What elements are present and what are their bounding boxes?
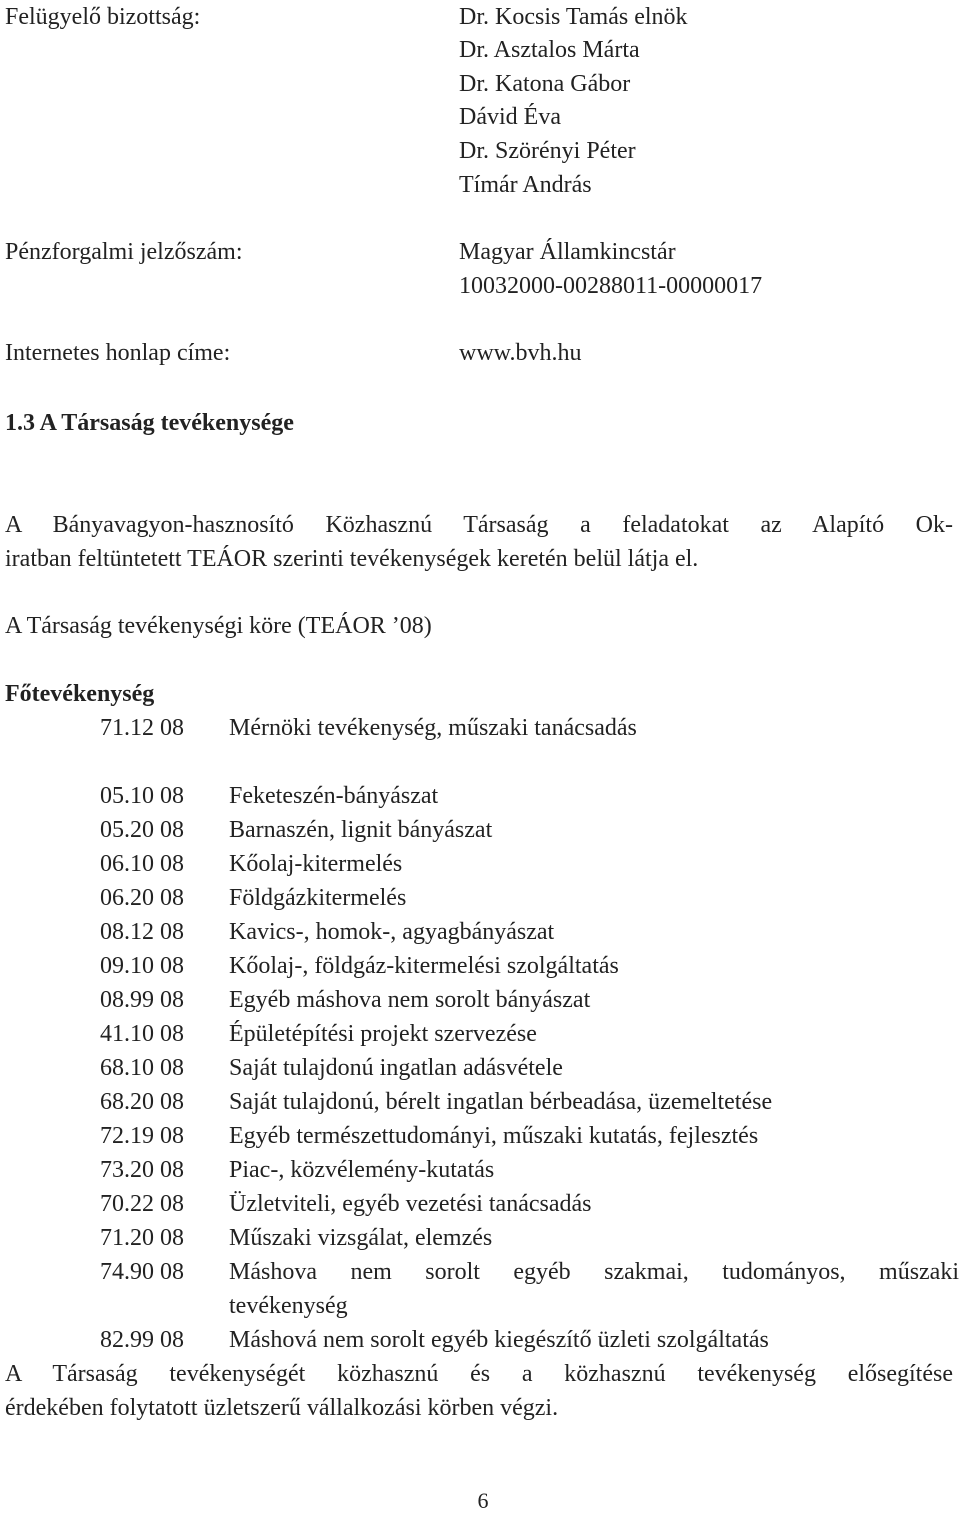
closing-line-2: érdekében folytatott üzletszerű vállalkozási körben végzi.: [5, 1395, 559, 1421]
account-bank: Magyar Államkincstár: [459, 239, 676, 265]
activity-desc: Kőolaj-kitermelés: [229, 851, 403, 877]
account-number: 10032000-00288011-00000017: [459, 273, 763, 299]
activity-desc: Barnaszén, lignit bányászat: [229, 817, 493, 843]
activity-desc: Piac-, közvélemény-kutatás: [229, 1157, 495, 1183]
activity-code: 05.20 08: [100, 817, 184, 843]
activity-code: 71.20 08: [100, 1225, 184, 1251]
activity-desc: Kavics-, homok-, agyagbányászat: [229, 919, 555, 945]
activity-desc: Földgázkitermelés: [229, 885, 407, 911]
activity-code: 06.10 08: [100, 851, 184, 877]
activity-desc: Saját tulajdonú ingatlan adásvétele: [229, 1055, 563, 1081]
activity-desc: Feketeszén-bányászat: [229, 783, 439, 809]
activity-row: [0, 983, 960, 1017]
board-member: Tímár András: [459, 172, 592, 198]
activity-desc: Kőolaj-, földgáz-kitermelési szolgáltatás: [229, 953, 619, 979]
account-label: Pénzforgalmi jelzőszám:: [5, 239, 243, 265]
activity-desc: Máshová nem sorolt egyéb kiegészítő üzleti szolgáltatás: [229, 1327, 769, 1353]
page-number: 6: [477, 1488, 489, 1513]
activity-code: 72.19 08: [100, 1123, 184, 1149]
activity-row: [0, 915, 960, 949]
activity-desc: tevékenység: [229, 1293, 348, 1319]
activity-row: [0, 847, 960, 881]
activity-row: [0, 1255, 960, 1289]
activity-row: [0, 1187, 960, 1221]
board-member: Dr. Asztalos Márta: [459, 37, 640, 63]
activity-row: [0, 813, 960, 847]
activity-row: [0, 1323, 960, 1357]
activity-code: 09.10 08: [100, 953, 184, 979]
activity-code: 68.20 08: [100, 1089, 184, 1115]
activity-code: 82.99 08: [100, 1327, 184, 1353]
activity-code: 08.99 08: [100, 987, 184, 1013]
activity-row: [0, 1017, 960, 1051]
activity-row: [0, 779, 960, 813]
scope-title: A Társaság tevékenységi köre (TEÁOR ’08): [5, 613, 432, 639]
section-heading: 1.3 A Társaság tevékenysége: [5, 410, 294, 436]
board-member: Dr. Szörényi Péter: [459, 138, 636, 164]
website-label: Internetes honlap címe:: [5, 340, 231, 366]
activity-desc: Egyéb máshova nem sorolt bányászat: [229, 987, 591, 1013]
activity-row-continuation: [0, 1289, 960, 1323]
activity-row: [0, 1221, 960, 1255]
activity-code: 73.20 08: [100, 1157, 184, 1183]
activity-code: 06.20 08: [100, 885, 184, 911]
activity-desc: Épületépítési projekt szervezése: [229, 1021, 537, 1047]
activity-desc: Üzletviteli, egyéb vezetési tanácsadás: [229, 1191, 592, 1217]
activity-desc: Műszaki vizsgálat, elemzés: [229, 1225, 493, 1251]
main-activity-row: [0, 711, 960, 745]
activity-row: [0, 949, 960, 983]
activity-row: [0, 1085, 960, 1119]
activity-row: [0, 1153, 960, 1187]
board-label: Felügyelő bizottság:: [5, 4, 201, 30]
activity-code: 71.12 08: [100, 715, 184, 741]
activity-desc: Mérnöki tevékenység, műszaki tanácsadás: [229, 715, 637, 741]
board-member: Dr. Kocsis Tamás elnök: [459, 4, 688, 30]
activity-code: 05.10 08: [100, 783, 184, 809]
intro-line-1: A Bányavagyon-hasznosító Közhasznú Társaság a feladatokat az Alapító Ok-: [5, 512, 953, 538]
activity-desc: Egyéb természettudományi, műszaki kutatás, fejlesztés: [229, 1123, 759, 1149]
activity-code: 68.10 08: [100, 1055, 184, 1081]
closing-line-1: A Társaság tevékenységét közhasznú és a közhasznú tevékenység elősegítése: [5, 1361, 953, 1387]
activity-row: [0, 1051, 960, 1085]
website-url: www.bvh.hu: [459, 340, 582, 366]
activity-desc: Saját tulajdonú, bérelt ingatlan bérbeadása, üzemeltetése: [229, 1089, 773, 1115]
main-activity-label: Főtevékenység: [5, 681, 155, 707]
activity-code: 41.10 08: [100, 1021, 184, 1047]
activity-code: 70.22 08: [100, 1191, 184, 1217]
activity-code: 74.90 08: [100, 1259, 184, 1285]
board-member: Dávid Éva: [459, 104, 561, 130]
activity-row: [0, 1119, 960, 1153]
activity-desc: Máshova nem sorolt egyéb szakmai, tudományos, műszaki: [229, 1259, 959, 1285]
board-member: Dr. Katona Gábor: [459, 71, 631, 97]
activity-code: 08.12 08: [100, 919, 184, 945]
intro-line-2: iratban feltüntetett TEÁOR szerinti tevékenységek keretén belül látja el.: [5, 546, 699, 572]
activity-row: [0, 881, 960, 915]
